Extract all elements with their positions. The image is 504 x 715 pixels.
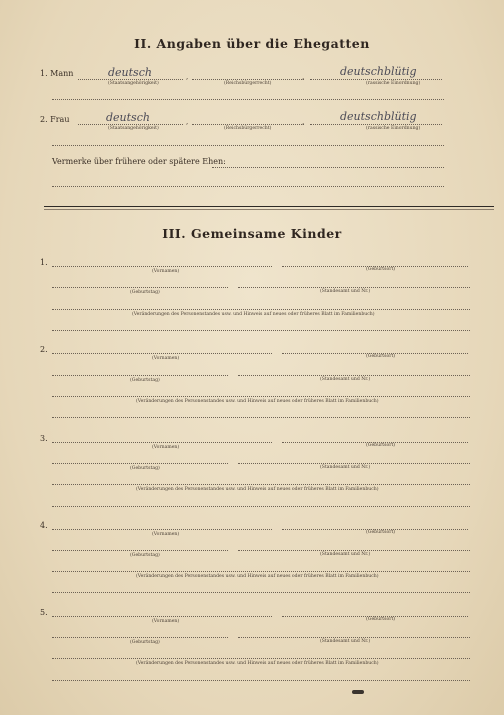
child-changes-line[interactable] — [52, 484, 470, 485]
caption: (Vornamen) — [152, 269, 180, 274]
caption: (Geburtstag) — [130, 466, 160, 471]
child-number: 4. — [40, 521, 48, 530]
caption: (Veränderungen des Personenstandes usw. und Hinweis auf neues oder früheres Blatt im Familienbuch) — [136, 574, 379, 579]
caption: (Veränderungen des Personenstandes usw. und Hinweis auf neues oder früheres Blatt im Familienbuch) — [132, 312, 375, 317]
page-mark — [352, 690, 364, 694]
woman-citizenship-value: deutsch — [106, 111, 150, 124]
child-firstnames-line[interactable] — [52, 442, 272, 443]
caption: (Veränderungen des Personenstandes usw. und Hinweis auf neues oder früheres Blatt im Familienbuch) — [136, 661, 379, 666]
man-extra-line[interactable] — [52, 99, 444, 100]
caption: (Reichsbürgerrecht) — [224, 126, 272, 131]
woman-racial-value: deutschblütig — [340, 110, 417, 123]
caption: (Standesamt und Nr.) — [320, 552, 371, 557]
child-changes-line[interactable] — [52, 396, 470, 397]
child-extra-line[interactable] — [52, 680, 470, 681]
child-extra-line[interactable] — [52, 330, 470, 331]
child-registry-line[interactable] — [238, 637, 470, 638]
caption: (Staatsangehörigkeit) — [108, 81, 159, 86]
child-number: 5. — [40, 608, 48, 617]
man-citizenship-line[interactable] — [78, 79, 183, 80]
caption: (Standesamt und Nr.) — [320, 377, 371, 382]
remarks-line-2[interactable] — [52, 186, 444, 187]
caption: (Geburtsort) — [366, 267, 396, 272]
caption: (rassische Einordnung) — [366, 81, 421, 86]
caption: (Vornamen) — [152, 356, 180, 361]
child-number: 3. — [40, 434, 48, 443]
section-divider-thin — [44, 209, 494, 210]
child-registry-line[interactable] — [238, 550, 470, 551]
caption: (rassische Einordnung) — [366, 126, 421, 131]
woman-citizenship-line[interactable] — [78, 124, 183, 125]
child-changes-line[interactable] — [52, 571, 470, 572]
caption: (Geburtstag) — [130, 640, 160, 645]
child-firstnames-line[interactable] — [52, 353, 272, 354]
child-changes-line[interactable] — [52, 658, 470, 659]
child-birthday-line[interactable] — [52, 287, 228, 288]
remarks-line[interactable] — [212, 167, 444, 168]
woman-reich-line[interactable] — [192, 124, 304, 125]
caption: (Geburtstag) — [130, 378, 160, 383]
woman-racial-line[interactable] — [310, 124, 442, 125]
caption: (Geburtsort) — [366, 617, 396, 622]
section-title-children: III. Gemeinsame Kinder — [162, 226, 342, 241]
woman-extra-line[interactable] — [52, 145, 444, 146]
man-reich-line[interactable] — [192, 79, 304, 80]
remarks-label: Vermerke über frühere oder spätere Ehen: — [52, 157, 226, 166]
caption: (Staatsangehörigkeit) — [108, 126, 159, 131]
woman-label: 2. Frau — [40, 115, 70, 124]
child-birthday-line[interactable] — [52, 637, 228, 638]
child-registry-line[interactable] — [238, 375, 470, 376]
child-registry-line[interactable] — [238, 463, 470, 464]
man-racial-line[interactable] — [310, 79, 442, 80]
child-firstnames-line[interactable] — [52, 266, 272, 267]
caption: (Veränderungen des Personenstandes usw. und Hinweis auf neues oder früheres Blatt im Familienbuch) — [136, 487, 379, 492]
comma-mark: , — [302, 73, 305, 81]
child-number: 2. — [40, 345, 48, 354]
caption: (Geburtstag) — [130, 290, 160, 295]
caption: (Reichsbürgerrecht) — [224, 81, 272, 86]
child-registry-line[interactable] — [238, 287, 470, 288]
child-firstnames-line[interactable] — [52, 616, 272, 617]
man-racial-value: deutschblütig — [340, 65, 417, 78]
caption: (Geburtsort) — [366, 530, 396, 535]
child-firstnames-line[interactable] — [52, 529, 272, 530]
man-label: 1. Mann — [40, 69, 74, 78]
caption: (Geburtsort) — [366, 443, 396, 448]
child-number: 1. — [40, 258, 48, 267]
section-title-spouses: II. Angaben über die Ehegatten — [134, 36, 370, 51]
caption: (Standesamt und Nr.) — [320, 465, 371, 470]
child-changes-line[interactable] — [52, 309, 470, 310]
caption: (Veränderungen des Personenstandes usw. und Hinweis auf neues oder früheres Blatt im Familienbuch) — [136, 399, 379, 404]
caption: (Standesamt und Nr.) — [320, 289, 371, 294]
caption: (Vornamen) — [152, 532, 180, 537]
comma-mark: , — [186, 73, 189, 81]
man-citizenship-value: deutsch — [108, 66, 152, 79]
caption: (Vornamen) — [152, 619, 180, 624]
child-birthday-line[interactable] — [52, 375, 228, 376]
child-birthday-line[interactable] — [52, 550, 228, 551]
comma-mark: , — [186, 118, 189, 126]
child-extra-line[interactable] — [52, 417, 470, 418]
caption: (Geburtstag) — [130, 553, 160, 558]
comma-mark: , — [302, 118, 305, 126]
caption: (Vornamen) — [152, 445, 180, 450]
caption: (Standesamt und Nr.) — [320, 639, 371, 644]
caption: (Geburtsort) — [366, 354, 396, 359]
child-extra-line[interactable] — [52, 506, 470, 507]
section-divider — [44, 206, 494, 207]
child-extra-line[interactable] — [52, 592, 470, 593]
child-birthday-line[interactable] — [52, 463, 228, 464]
